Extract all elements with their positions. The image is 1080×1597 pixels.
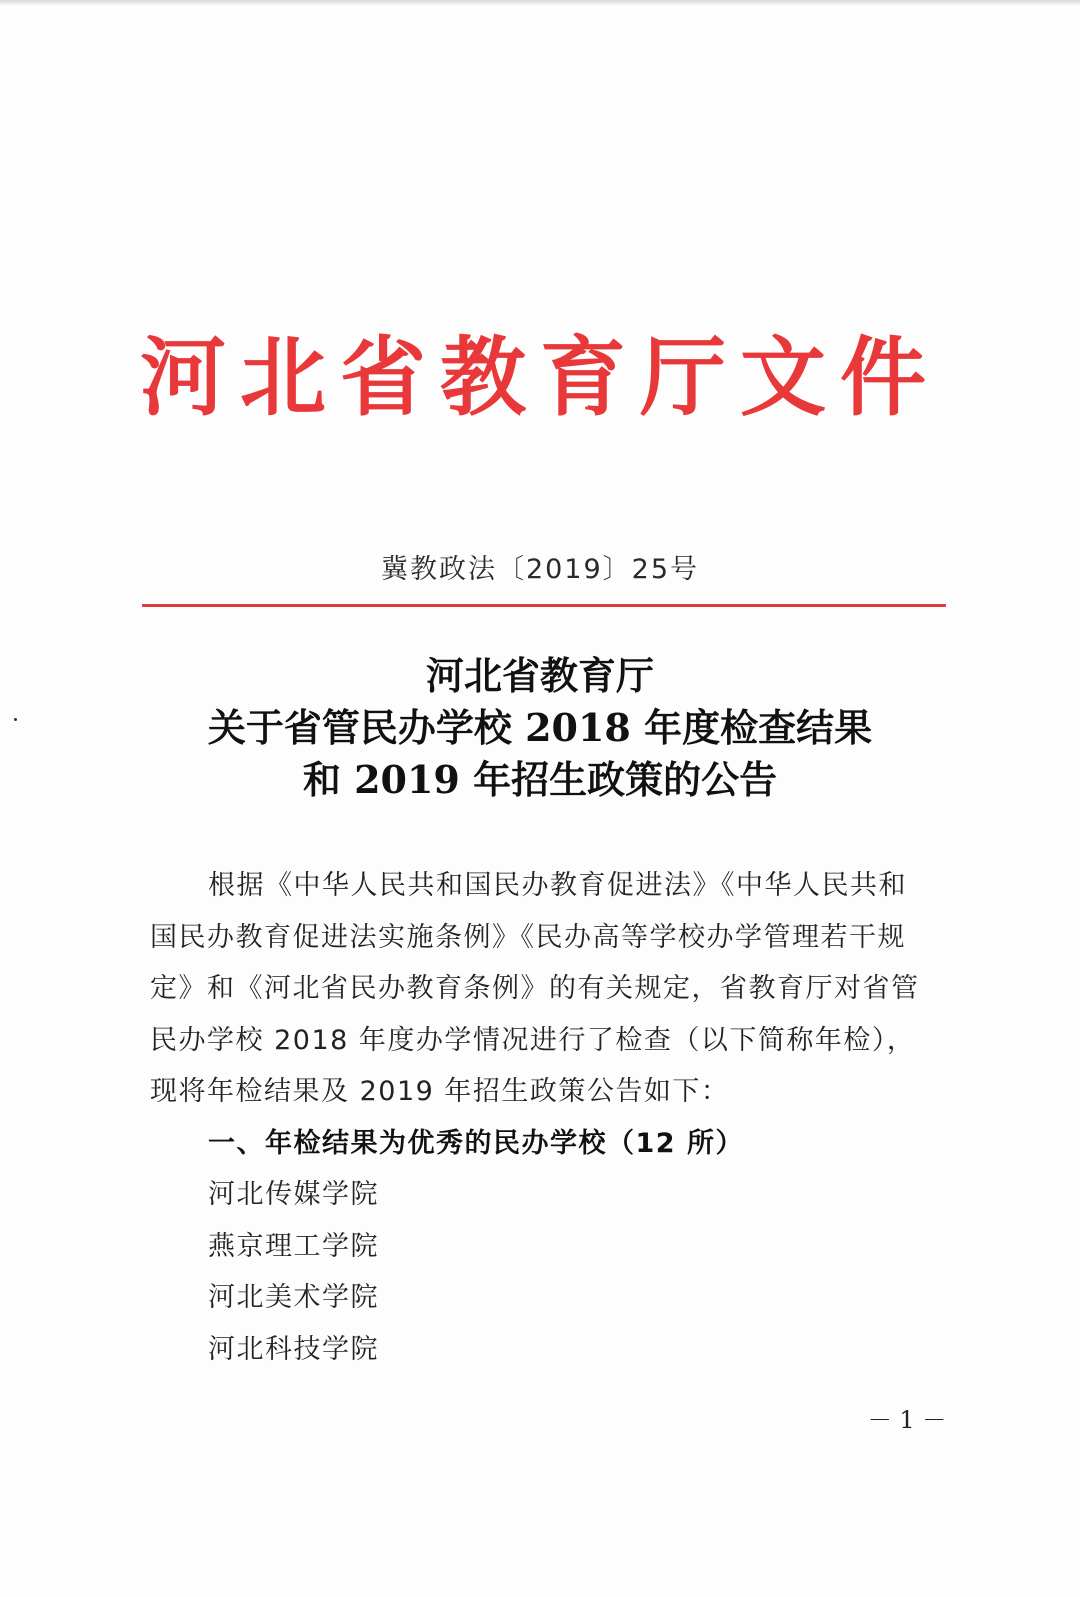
page-number: － 1 － xyxy=(867,1406,947,1434)
title-line-1: 河北省教育厅 xyxy=(425,653,654,698)
section-heading-excellent: 一、年检结果为优秀的民办学校（12 所） xyxy=(208,1127,744,1159)
school-list-item: 河北科技学院 xyxy=(208,1333,379,1365)
document-body xyxy=(150,860,950,1375)
scan-top-edge xyxy=(0,0,1080,6)
title-line-3: 和 2019 年招生政策的公告 xyxy=(302,757,778,802)
red-divider-line xyxy=(142,604,946,607)
intro-line-1: 根据《中华人民共和国民办教育促进法》《中华人民共和 xyxy=(208,870,907,901)
title-line-2: 关于省管民办学校 2018 年度检查结果 xyxy=(207,705,873,750)
red-masthead: 河北省教育厅文件 xyxy=(140,327,940,428)
school-list-item: 燕京理工学院 xyxy=(208,1230,379,1262)
school-list-item: 河北传媒学院 xyxy=(208,1179,379,1210)
document-title xyxy=(0,650,1080,806)
intro-line-5: 现将年检结果及 2019 年招生政策公告如下： xyxy=(150,1076,730,1107)
intro-line-4: 民办学校 2018 年度办学情况进行了检查（以下简称年检）， xyxy=(150,1024,916,1056)
school-list-item: 河北美术学院 xyxy=(208,1282,379,1313)
document-number: 冀教政法〔2019〕25号 xyxy=(380,554,700,585)
intro-line-2: 国民办教育促进法实施条例》《民办高等学校办学管理若干规 xyxy=(150,921,906,953)
intro-line-3: 定》和《河北省民办教育条例》的有关规定，省教育厅对省管 xyxy=(150,973,920,1004)
